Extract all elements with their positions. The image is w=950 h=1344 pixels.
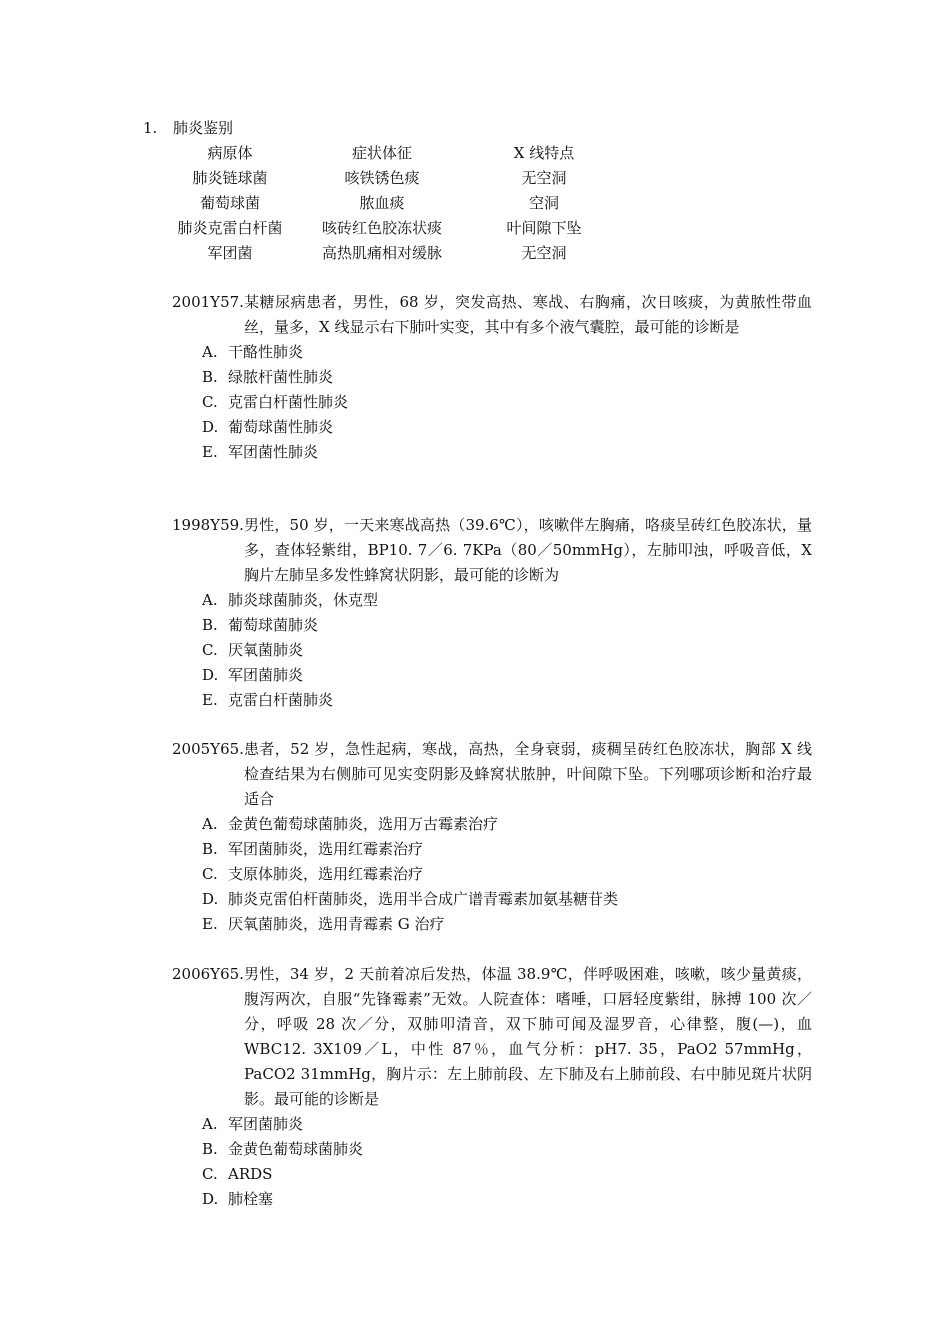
question-id: 2005Y65. [172, 740, 244, 758]
option-text: ARDS [228, 1165, 273, 1183]
option-letter: D. [202, 418, 219, 436]
option-letter: D. [202, 1190, 219, 1208]
option-text: 军团菌肺炎 [228, 1115, 304, 1133]
option-text: 克雷白杆菌性肺炎 [228, 393, 349, 411]
option-c[interactable] [202, 390, 812, 415]
option-a[interactable] [202, 1112, 812, 1137]
table-cell: 无空洞 [521, 169, 567, 187]
option-d[interactable] [202, 663, 812, 688]
option-text: 军团菌性肺炎 [228, 443, 319, 461]
question-id: 1998Y59. [172, 516, 244, 534]
option-letter: A. [202, 815, 218, 833]
table-cell: 咳砖红色胶冻状痰 [321, 219, 443, 237]
table-cell: 叶间隙下坠 [506, 219, 582, 237]
question-block [172, 737, 812, 937]
option-d[interactable] [202, 887, 812, 912]
option-b[interactable] [202, 837, 812, 862]
option-c[interactable] [202, 638, 812, 663]
option-letter: C. [202, 865, 218, 883]
option-list [202, 340, 812, 465]
option-d[interactable] [202, 415, 812, 440]
option-letter: B. [202, 1140, 218, 1158]
option-a[interactable] [202, 588, 812, 613]
section-title: 肺炎鉴别 [173, 119, 234, 137]
table-cell: 高热肌痛相对缓脉 [321, 244, 443, 262]
option-list [202, 588, 812, 713]
section-heading [143, 117, 233, 139]
section-number: 1. [143, 119, 158, 137]
option-letter: A. [202, 1115, 218, 1133]
option-text: 支原体肺炎，选用红霉素治疗 [228, 865, 424, 883]
option-letter: E. [202, 443, 218, 461]
table-header-row [0, 143, 950, 168]
option-text: 厌氧菌肺炎 [228, 641, 304, 659]
option-text: 金黄色葡萄球菌肺炎，选用万古霉素治疗 [228, 815, 499, 833]
table-cell: 咳铁锈色痰 [344, 169, 420, 187]
table-row [0, 193, 950, 218]
option-text: 肺栓塞 [228, 1190, 274, 1208]
option-list [202, 1112, 812, 1212]
option-text: 厌氧菌肺炎，选用青霉素 G 治疗 [228, 915, 445, 933]
table-cell: 肺炎链球菌 [192, 169, 268, 187]
question-text: 患者，52 岁，急性起病，寒战，高热，全身衰弱，痰稠呈砖红色胶冻状，胸部 X 线检查结果为右侧肺可见实变阴影及蜂窝状脓肿，叶间隙下坠。下列哪项诊断和治疗最适合 [244, 740, 812, 808]
table-cell: 空洞 [528, 194, 560, 212]
option-text: 葡萄球菌性肺炎 [228, 418, 334, 436]
option-text: 葡萄球菌肺炎 [228, 616, 319, 634]
option-text: 肺炎球菌肺炎，休克型 [228, 591, 379, 609]
option-c[interactable] [202, 1162, 812, 1187]
question-block [172, 513, 812, 713]
option-d[interactable] [202, 1187, 812, 1212]
option-text: 军团菌肺炎，选用红霉素治疗 [228, 840, 424, 858]
table-cell: 葡萄球菌 [199, 194, 261, 212]
option-letter: B. [202, 616, 218, 634]
question-stem [172, 962, 812, 1112]
option-letter: E. [202, 915, 218, 933]
header-xray: X 线特点 [513, 144, 575, 162]
option-list [202, 812, 812, 937]
option-b[interactable] [202, 1137, 812, 1162]
table-cell: 军团菌 [207, 244, 253, 262]
table-row [0, 218, 950, 243]
table-cell: 肺炎克雷白杆菌 [177, 219, 283, 237]
comparison-table [0, 143, 950, 268]
option-e[interactable] [202, 688, 812, 713]
option-letter: C. [202, 641, 218, 659]
option-a[interactable] [202, 812, 812, 837]
option-e[interactable] [202, 440, 812, 465]
option-text: 肺炎克雷伯杆菌肺炎，选用半合成广谱青霉素加氨基糖苷类 [228, 890, 619, 908]
question-id: 2006Y65. [172, 965, 244, 983]
question-block [172, 290, 812, 465]
question-text: 某糖尿病患者，男性，68 岁，突发高热、寒战、右胸痛，次日咳痰，为黄脓性带血丝，量多，X 线显示右下肺叶实变，其中有多个液气囊腔，最可能的诊断是 [244, 293, 812, 336]
option-c[interactable] [202, 862, 812, 887]
option-b[interactable] [202, 365, 812, 390]
option-letter: A. [202, 343, 218, 361]
option-text: 干酪性肺炎 [228, 343, 304, 361]
question-text: 男性，50 岁，一天来寒战高热（39.6℃），咳嗽伴左胸痛，咯痰呈砖红色胶冻状，量多，查体轻紫绀，BP10. 7／6. 7KPa（80／50mmHg），左肺叩浊，呼吸音低，X 胸片左肺呈多发性蜂窝状阴影，最可能的诊断为 [244, 516, 812, 584]
option-text: 金黄色葡萄球菌肺炎 [228, 1140, 364, 1158]
option-a[interactable] [202, 340, 812, 365]
table-cell: 脓血痰 [359, 194, 405, 212]
option-text: 克雷白杆菌肺炎 [228, 691, 334, 709]
question-stem [172, 513, 812, 588]
question-id: 2001Y57. [172, 293, 244, 311]
option-letter: D. [202, 890, 219, 908]
table-row [0, 243, 950, 268]
question-block [172, 962, 812, 1212]
option-text: 绿脓杆菌性肺炎 [228, 368, 334, 386]
option-letter: B. [202, 368, 218, 386]
option-text: 军团菌肺炎 [228, 666, 304, 684]
table-cell: 无空洞 [521, 244, 567, 262]
question-text: 男性，34 岁，2 天前着凉后发热，体温 38.9℃，伴呼吸困难，咳嗽，咳少量黄痰，腹泻两次，自服“先锋霉素”无效。人院查体：嗜唾，口唇轻度紫绀，脉搏 100 次／分，呼吸 28 次／分，双肺叩清音，双下肺可闻及湿罗音，心律整，腹(—)，血 WBC12. 3X109／L，中性 87％，血气分析：pH7. 35，PaO2 57mmHg，PaCO2 31mmHg，胸片示：左上肺前段、左下肺及右上肺前段、右中肺见斑片状阴影。最可能的诊断是 [244, 965, 812, 1108]
option-b[interactable] [202, 613, 812, 638]
table-row [0, 168, 950, 193]
option-letter: C. [202, 1165, 218, 1183]
option-letter: D. [202, 666, 219, 684]
option-e[interactable] [202, 912, 812, 937]
header-symptoms: 症状体征 [351, 144, 413, 162]
option-letter: C. [202, 393, 218, 411]
option-letter: B. [202, 840, 218, 858]
question-stem [172, 290, 812, 340]
header-pathogen: 病原体 [207, 144, 253, 162]
question-stem [172, 737, 812, 812]
option-letter: E. [202, 691, 218, 709]
option-letter: A. [202, 591, 218, 609]
